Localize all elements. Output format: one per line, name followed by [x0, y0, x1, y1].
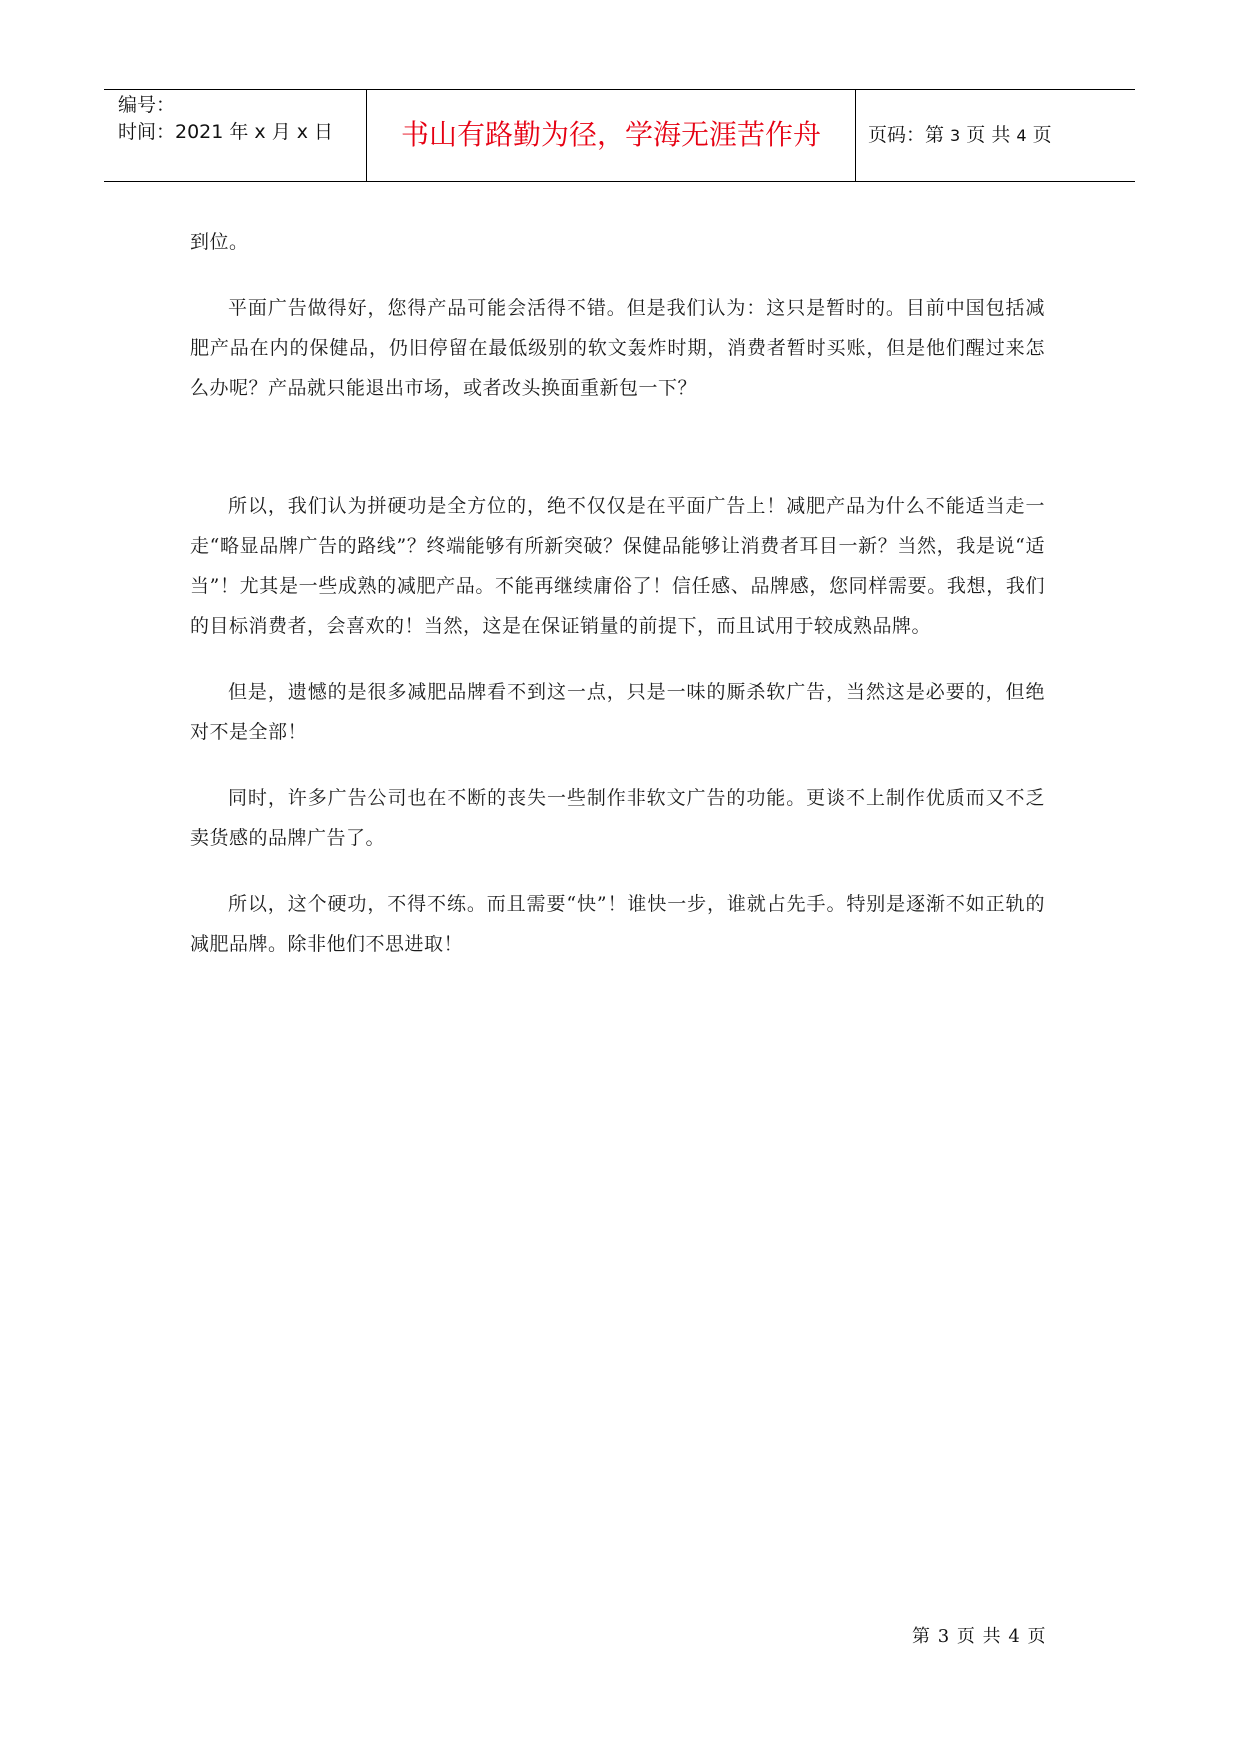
body-paragraph: 但是，遗憾的是很多减肥品牌看不到这一点，只是一味的厮杀软广告，当然这是必要的，但绝对不是全部！ — [190, 681, 1045, 743]
page-code-prefix: 页码：第 — [868, 124, 951, 146]
page-footer: 第 3 页 共 4 页 — [912, 1626, 1047, 1647]
header-motto: 书山有路勤为径，学海无涯苦作舟 — [400, 118, 821, 151]
body-paragraph: 所以，我们认为拼硬功是全方位的，绝不仅仅是在平面广告上！减肥产品为什么不能适当走一走“略显品牌广告的路线”？终端能够有所新突破？保健品能够让消费者耳目一新？当然，我是说“适当”！尤其是一些成熟的减肥产品。不能再继续庸俗了！信任感、品牌感，您同样需要。我想，我们的目标消费者，会喜欢的！当然，这是在保证销量的前提下，而且试用于较成熟品牌。 — [190, 495, 1045, 637]
page-code-middle: 页 共 — [960, 124, 1017, 146]
page-header — [104, 89, 1135, 182]
body-paragraph: 所以，这个硬功，不得不练。而且需要“快”！谁快一步，谁就占先手。特别是逐渐不如正轨的减肥品牌。除非他们不思进取！ — [190, 893, 1045, 955]
page-code-current: 3 — [950, 126, 961, 145]
body-paragraph: 到位。 — [190, 231, 249, 253]
paragraph-spacing — [190, 858, 1045, 884]
document-body — [190, 222, 1045, 964]
header-meta — [118, 92, 333, 146]
header-divider — [855, 90, 856, 181]
paragraph-spacing — [190, 752, 1045, 778]
header-page-code — [868, 90, 1052, 180]
page-code-total: 4 — [1016, 126, 1027, 145]
paragraph-spacing — [190, 646, 1045, 672]
document-time-label: 时间：2021 年 x 月 x 日 — [118, 121, 334, 143]
document-number-label: 编号： — [118, 94, 176, 116]
paragraph-spacing — [190, 408, 1045, 486]
page-code-suffix: 页 — [1026, 124, 1052, 146]
body-paragraph: 同时，许多广告公司也在不断的丧失一些制作非软文广告的功能。更谈不上制作优质而又不乏卖货感的品牌广告了。 — [190, 787, 1045, 849]
body-paragraph: 平面广告做得好，您得产品可能会活得不错。但是我们认为：这只是暂时的。目前中国包括减肥产品在内的保健品，仍旧停留在最低级别的软文轰炸时期，消费者暂时买账，但是他们醒过来怎么办呢？产品就只能退出市场，或者改头换面重新包一下？ — [190, 297, 1045, 399]
paragraph-spacing — [190, 262, 1045, 288]
